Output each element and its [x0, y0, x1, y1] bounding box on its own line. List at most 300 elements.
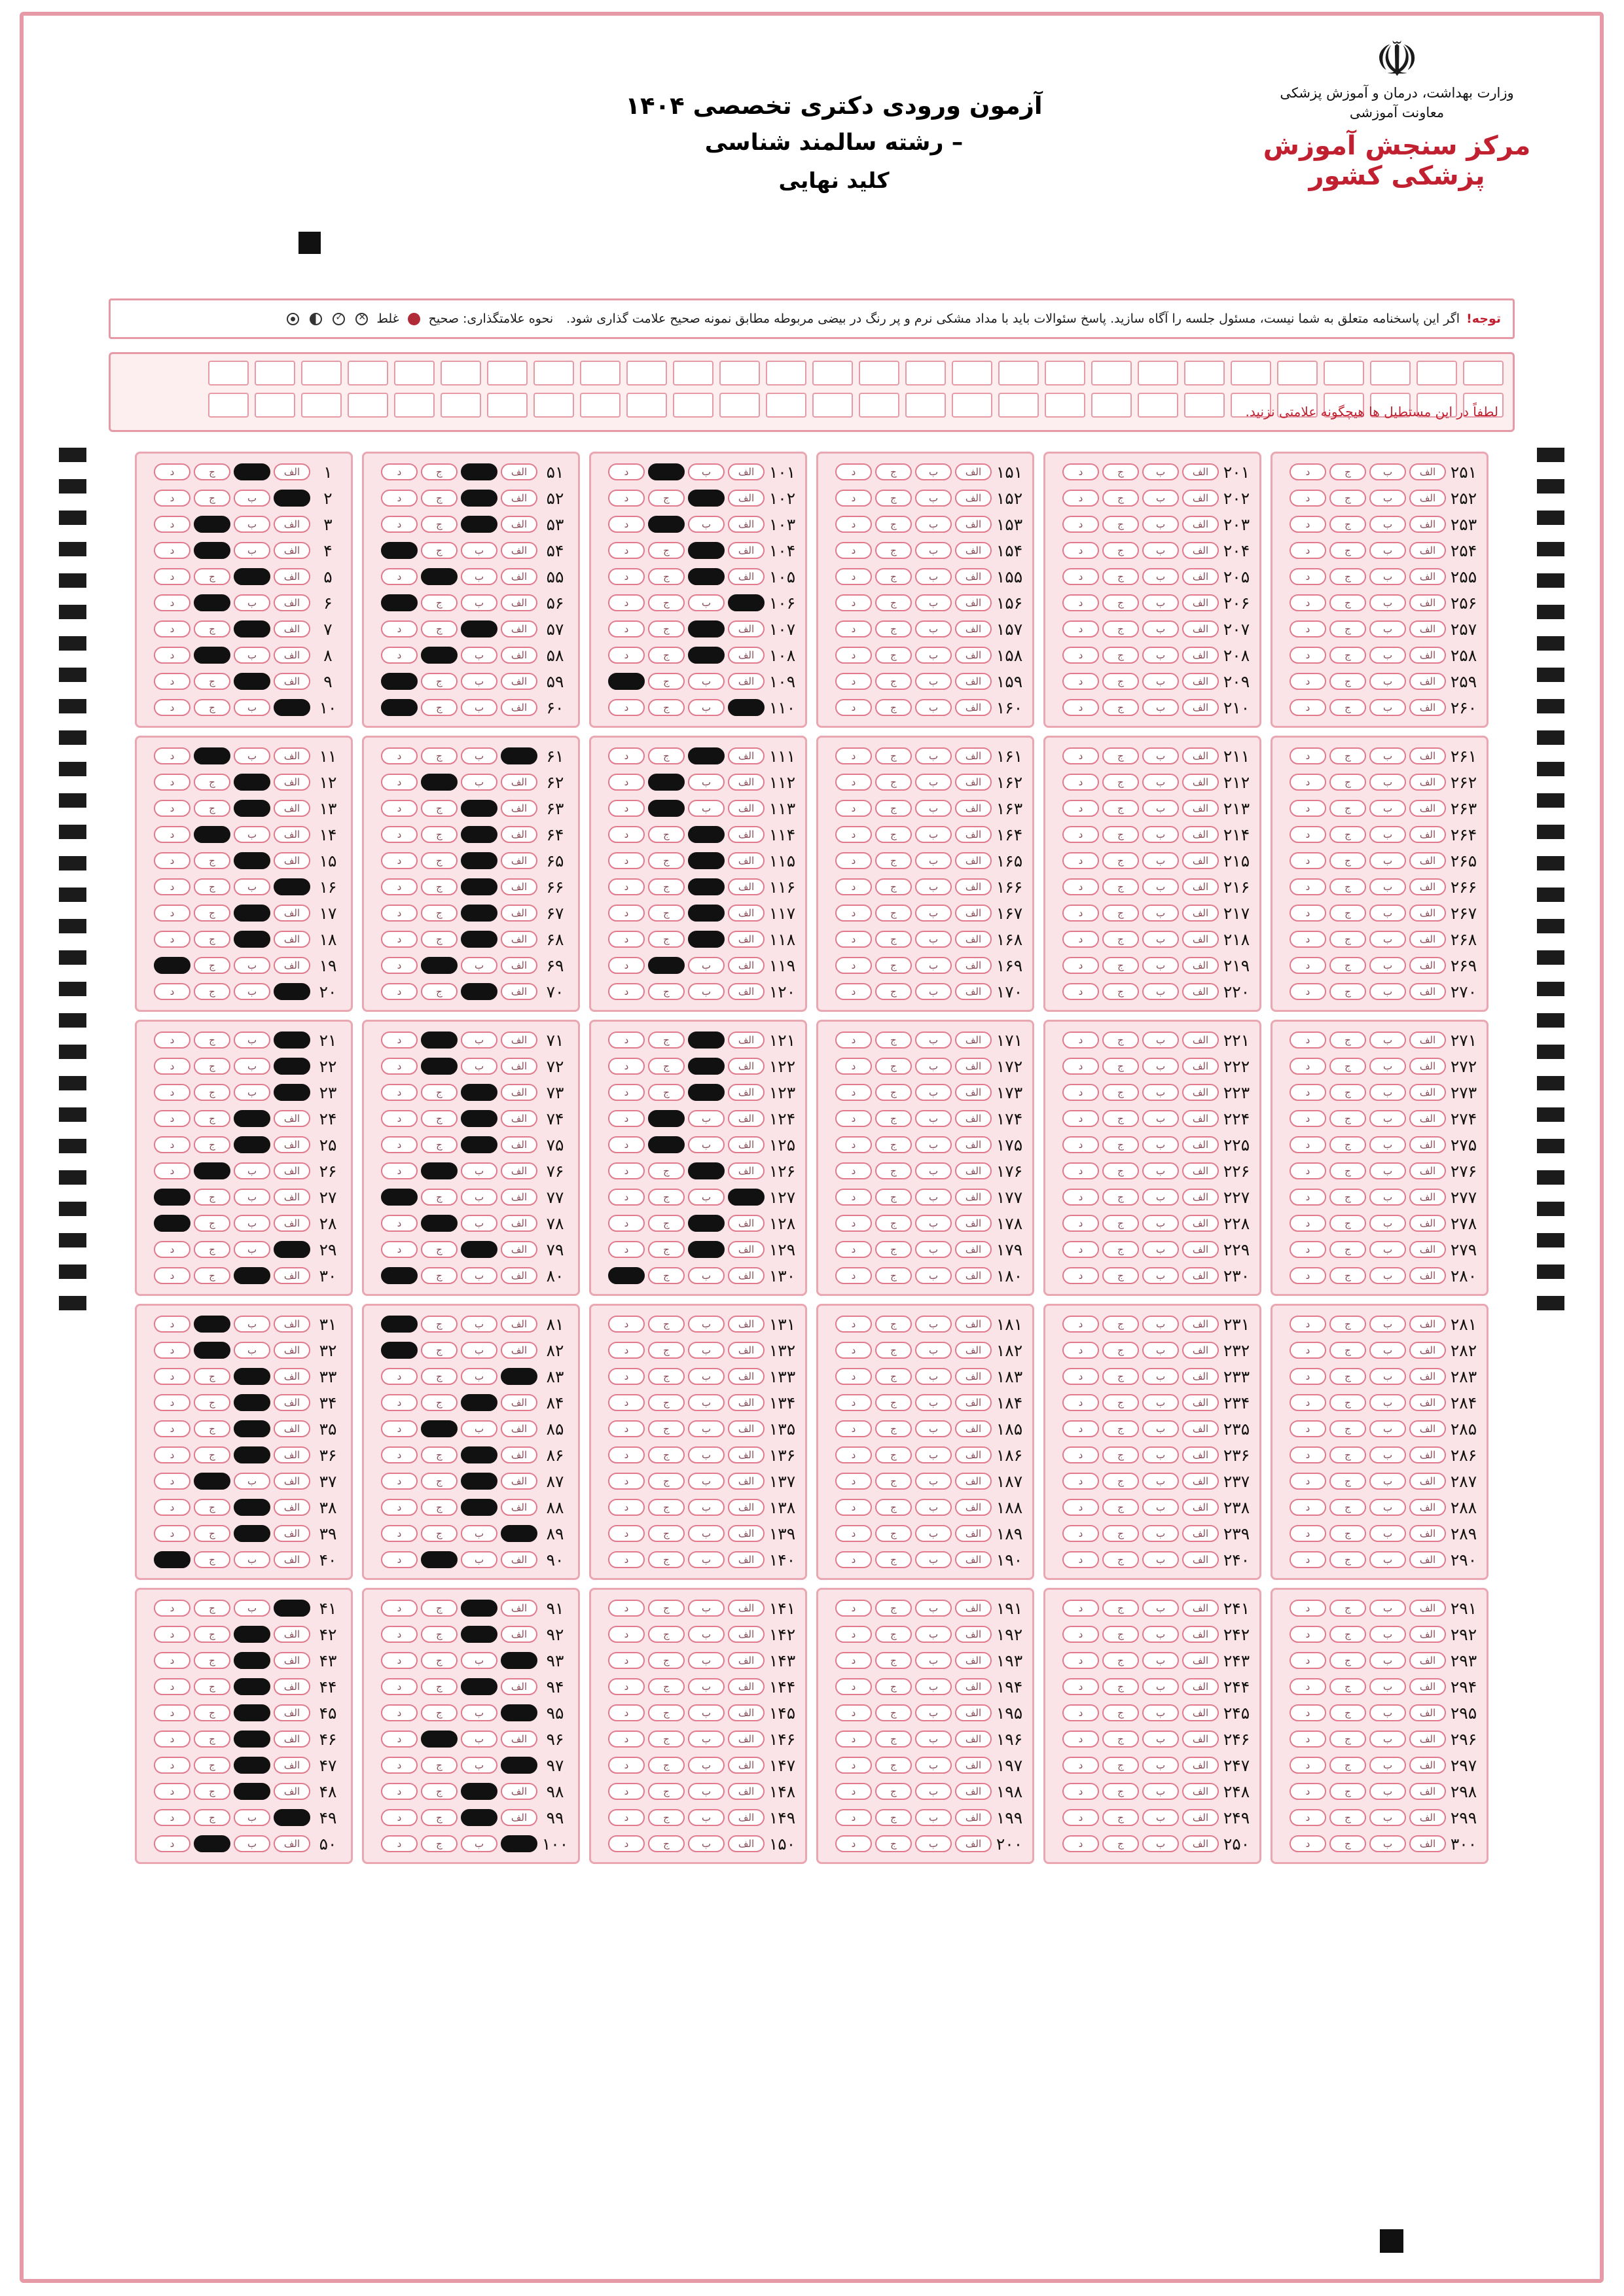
option-bubble-ب[interactable]: [461, 1162, 497, 1179]
option-bubble-الف[interactable]: [501, 1084, 537, 1101]
option-bubble-د[interactable]: [835, 463, 872, 480]
option-bubble-د[interactable]: [835, 1652, 872, 1669]
option-bubble-ج[interactable]: [875, 1368, 912, 1385]
option-bubble-ج[interactable]: [875, 1473, 912, 1490]
option-bubble-ب[interactable]: [1142, 1731, 1179, 1748]
option-bubble-ج[interactable]: [1102, 800, 1139, 817]
option-bubble-ج[interactable]: [421, 1031, 458, 1049]
option-bubble-ب[interactable]: [461, 673, 497, 690]
option-bubble-د[interactable]: [835, 852, 872, 869]
option-bubble-ج[interactable]: [875, 1835, 912, 1852]
option-bubble-ب[interactable]: [1369, 957, 1406, 974]
option-bubble-ب[interactable]: [461, 542, 497, 559]
option-bubble-ج[interactable]: [648, 1525, 685, 1542]
option-bubble-ج[interactable]: [1329, 516, 1366, 533]
option-bubble-ب[interactable]: [688, 826, 725, 843]
option-bubble-ب[interactable]: [1142, 1084, 1179, 1101]
option-bubble-ب[interactable]: [461, 490, 497, 507]
option-bubble-ج[interactable]: [1329, 1626, 1366, 1643]
option-bubble-د[interactable]: [835, 673, 872, 690]
option-bubble-د[interactable]: [1290, 568, 1326, 585]
option-bubble-الف[interactable]: [955, 1110, 992, 1127]
option-bubble-ج[interactable]: [875, 1267, 912, 1284]
option-bubble-ج[interactable]: [194, 1600, 230, 1617]
option-bubble-ب[interactable]: [915, 1600, 952, 1617]
option-bubble-ج[interactable]: [875, 463, 912, 480]
option-bubble-ج[interactable]: [875, 1446, 912, 1463]
option-bubble-ب[interactable]: [1369, 905, 1406, 922]
option-bubble-ج[interactable]: [875, 699, 912, 716]
option-bubble-ج[interactable]: [1102, 1215, 1139, 1232]
option-bubble-الف[interactable]: [955, 957, 992, 974]
option-bubble-ج[interactable]: [1102, 774, 1139, 791]
option-bubble-ب[interactable]: [915, 1473, 952, 1490]
option-bubble-ب[interactable]: [1142, 1783, 1179, 1800]
option-bubble-ب[interactable]: [1142, 826, 1179, 843]
option-bubble-د[interactable]: [1062, 1084, 1099, 1101]
option-bubble-ب[interactable]: [461, 931, 497, 948]
option-bubble-ج[interactable]: [1329, 1835, 1366, 1852]
option-bubble-ج[interactable]: [648, 1626, 685, 1643]
option-bubble-د[interactable]: [835, 905, 872, 922]
option-bubble-د[interactable]: [835, 878, 872, 895]
option-bubble-ب[interactable]: [461, 1267, 497, 1284]
option-bubble-ج[interactable]: [1329, 1136, 1366, 1153]
option-bubble-ج[interactable]: [1329, 594, 1366, 611]
option-bubble-ج[interactable]: [648, 542, 685, 559]
option-bubble-د[interactable]: [1290, 1704, 1326, 1721]
option-bubble-ج[interactable]: [1329, 1499, 1366, 1516]
option-bubble-ب[interactable]: [915, 673, 952, 690]
option-bubble-ب[interactable]: [688, 1809, 725, 1826]
option-bubble-ب[interactable]: [1142, 1499, 1179, 1516]
option-bubble-د[interactable]: [381, 1626, 418, 1643]
option-bubble-ج[interactable]: [648, 1809, 685, 1826]
option-bubble-ب[interactable]: [1142, 1446, 1179, 1463]
option-bubble-الف[interactable]: [955, 490, 992, 507]
option-bubble-الف[interactable]: [501, 1446, 537, 1463]
option-bubble-د[interactable]: [608, 1731, 645, 1748]
option-bubble-ب[interactable]: [1369, 1110, 1406, 1127]
option-bubble-د[interactable]: [1290, 1626, 1326, 1643]
option-bubble-د[interactable]: [381, 1600, 418, 1617]
option-bubble-الف[interactable]: [1182, 1525, 1219, 1542]
option-bubble-الف[interactable]: [274, 1446, 310, 1463]
option-bubble-ب[interactable]: [1369, 1525, 1406, 1542]
option-bubble-ب[interactable]: [461, 1757, 497, 1774]
option-bubble-الف[interactable]: [1409, 620, 1446, 637]
option-bubble-ب[interactable]: [1142, 542, 1179, 559]
option-bubble-ج[interactable]: [648, 1162, 685, 1179]
option-bubble-الف[interactable]: [728, 905, 765, 922]
option-bubble-الف[interactable]: [1182, 1626, 1219, 1643]
option-bubble-ج[interactable]: [1329, 1084, 1366, 1101]
option-bubble-د[interactable]: [154, 1704, 190, 1721]
option-bubble-ب[interactable]: [915, 647, 952, 664]
option-bubble-ج[interactable]: [875, 1316, 912, 1333]
option-bubble-ب[interactable]: [234, 1783, 270, 1800]
option-bubble-د[interactable]: [1290, 905, 1326, 922]
option-bubble-الف[interactable]: [1182, 463, 1219, 480]
option-bubble-ب[interactable]: [461, 774, 497, 791]
option-bubble-ج[interactable]: [648, 1084, 685, 1101]
option-bubble-الف[interactable]: [274, 620, 310, 637]
option-bubble-ج[interactable]: [875, 1058, 912, 1075]
option-bubble-ج[interactable]: [1102, 1241, 1139, 1258]
option-bubble-ج[interactable]: [1329, 747, 1366, 764]
option-bubble-الف[interactable]: [274, 957, 310, 974]
option-bubble-د[interactable]: [835, 594, 872, 611]
option-bubble-ج[interactable]: [1102, 1678, 1139, 1695]
option-bubble-الف[interactable]: [501, 905, 537, 922]
option-bubble-ج[interactable]: [421, 1316, 458, 1333]
option-bubble-ج[interactable]: [194, 542, 230, 559]
option-bubble-الف[interactable]: [1182, 1551, 1219, 1568]
option-bubble-ب[interactable]: [234, 1241, 270, 1258]
option-bubble-د[interactable]: [381, 699, 418, 716]
option-bubble-د[interactable]: [154, 931, 190, 948]
option-bubble-د[interactable]: [154, 905, 190, 922]
option-bubble-ب[interactable]: [688, 1110, 725, 1127]
option-bubble-د[interactable]: [1290, 1731, 1326, 1748]
option-bubble-ج[interactable]: [421, 1473, 458, 1490]
option-bubble-د[interactable]: [1290, 1835, 1326, 1852]
option-bubble-الف[interactable]: [1409, 647, 1446, 664]
option-bubble-ب[interactable]: [1369, 774, 1406, 791]
option-bubble-د[interactable]: [1062, 800, 1099, 817]
option-bubble-ب[interactable]: [1142, 1835, 1179, 1852]
option-bubble-الف[interactable]: [728, 1652, 765, 1669]
option-bubble-د[interactable]: [381, 747, 418, 764]
option-bubble-ب[interactable]: [688, 1136, 725, 1153]
option-bubble-د[interactable]: [1290, 1499, 1326, 1516]
option-bubble-ج[interactable]: [1102, 983, 1139, 1000]
option-bubble-د[interactable]: [1290, 1368, 1326, 1385]
option-bubble-الف[interactable]: [1409, 1241, 1446, 1258]
option-bubble-الف[interactable]: [274, 1241, 310, 1258]
option-bubble-د[interactable]: [1062, 774, 1099, 791]
option-bubble-ج[interactable]: [194, 747, 230, 764]
option-bubble-ج[interactable]: [1102, 490, 1139, 507]
option-bubble-الف[interactable]: [501, 747, 537, 764]
option-bubble-الف[interactable]: [955, 1525, 992, 1542]
option-bubble-ج[interactable]: [421, 1652, 458, 1669]
option-bubble-د[interactable]: [1062, 1809, 1099, 1826]
option-bubble-د[interactable]: [381, 1241, 418, 1258]
option-bubble-الف[interactable]: [274, 878, 310, 895]
option-bubble-ب[interactable]: [1142, 800, 1179, 817]
option-bubble-ج[interactable]: [194, 1110, 230, 1127]
option-bubble-ج[interactable]: [1329, 826, 1366, 843]
option-bubble-ب[interactable]: [1369, 463, 1406, 480]
option-bubble-د[interactable]: [1062, 1136, 1099, 1153]
option-bubble-د[interactable]: [154, 1652, 190, 1669]
option-bubble-د[interactable]: [381, 1394, 418, 1411]
option-bubble-ب[interactable]: [234, 1031, 270, 1049]
option-bubble-الف[interactable]: [728, 1809, 765, 1826]
option-bubble-ب[interactable]: [915, 1652, 952, 1669]
option-bubble-الف[interactable]: [955, 463, 992, 480]
option-bubble-الف[interactable]: [1182, 568, 1219, 585]
option-bubble-د[interactable]: [835, 568, 872, 585]
option-bubble-ب[interactable]: [688, 1525, 725, 1542]
option-bubble-د[interactable]: [835, 1600, 872, 1617]
option-bubble-ج[interactable]: [1329, 620, 1366, 637]
option-bubble-ب[interactable]: [1369, 1652, 1406, 1669]
option-bubble-د[interactable]: [1290, 1394, 1326, 1411]
option-bubble-الف[interactable]: [501, 1783, 537, 1800]
option-bubble-د[interactable]: [1062, 1551, 1099, 1568]
option-bubble-د[interactable]: [608, 490, 645, 507]
option-bubble-الف[interactable]: [274, 1704, 310, 1721]
option-bubble-الف[interactable]: [1409, 1189, 1446, 1206]
option-bubble-ب[interactable]: [915, 1551, 952, 1568]
option-bubble-ج[interactable]: [875, 774, 912, 791]
option-bubble-الف[interactable]: [728, 852, 765, 869]
option-bubble-د[interactable]: [1062, 1316, 1099, 1333]
option-bubble-د[interactable]: [1290, 594, 1326, 611]
option-bubble-الف[interactable]: [501, 1316, 537, 1333]
option-bubble-د[interactable]: [381, 1189, 418, 1206]
option-bubble-ب[interactable]: [234, 1446, 270, 1463]
option-bubble-الف[interactable]: [955, 800, 992, 817]
option-bubble-د[interactable]: [608, 1241, 645, 1258]
option-bubble-الف[interactable]: [728, 1757, 765, 1774]
option-bubble-ب[interactable]: [915, 983, 952, 1000]
option-bubble-ج[interactable]: [421, 1731, 458, 1748]
option-bubble-الف[interactable]: [501, 490, 537, 507]
option-bubble-ب[interactable]: [234, 699, 270, 716]
option-bubble-الف[interactable]: [1182, 1600, 1219, 1617]
option-bubble-ب[interactable]: [234, 878, 270, 895]
option-bubble-د[interactable]: [381, 957, 418, 974]
option-bubble-الف[interactable]: [501, 1704, 537, 1721]
option-bubble-ب[interactable]: [461, 594, 497, 611]
option-bubble-ج[interactable]: [194, 774, 230, 791]
option-bubble-د[interactable]: [1062, 1600, 1099, 1617]
option-bubble-د[interactable]: [835, 1473, 872, 1490]
option-bubble-د[interactable]: [1290, 1783, 1326, 1800]
option-bubble-ج[interactable]: [648, 1446, 685, 1463]
option-bubble-ب[interactable]: [1142, 1551, 1179, 1568]
option-bubble-د[interactable]: [1062, 1058, 1099, 1075]
option-bubble-ب[interactable]: [688, 620, 725, 637]
option-bubble-ب[interactable]: [234, 905, 270, 922]
option-bubble-ج[interactable]: [648, 1757, 685, 1774]
option-bubble-الف[interactable]: [501, 1420, 537, 1437]
option-bubble-ج[interactable]: [1102, 699, 1139, 716]
option-bubble-ج[interactable]: [648, 747, 685, 764]
option-bubble-ب[interactable]: [915, 1420, 952, 1437]
option-bubble-الف[interactable]: [728, 1420, 765, 1437]
option-bubble-ج[interactable]: [875, 1241, 912, 1258]
option-bubble-د[interactable]: [381, 542, 418, 559]
option-bubble-ب[interactable]: [915, 620, 952, 637]
option-bubble-د[interactable]: [835, 1316, 872, 1333]
option-bubble-ب[interactable]: [1142, 1525, 1179, 1542]
option-bubble-ب[interactable]: [1369, 516, 1406, 533]
option-bubble-ج[interactable]: [1102, 1783, 1139, 1800]
option-bubble-الف[interactable]: [274, 516, 310, 533]
option-bubble-ب[interactable]: [461, 1058, 497, 1075]
option-bubble-ب[interactable]: [915, 568, 952, 585]
option-bubble-د[interactable]: [381, 1368, 418, 1385]
option-bubble-ج[interactable]: [421, 1551, 458, 1568]
option-bubble-د[interactable]: [1290, 673, 1326, 690]
option-bubble-ج[interactable]: [1329, 878, 1366, 895]
option-bubble-الف[interactable]: [955, 1084, 992, 1101]
option-bubble-ج[interactable]: [648, 774, 685, 791]
option-bubble-ج[interactable]: [648, 647, 685, 664]
option-bubble-ب[interactable]: [1369, 490, 1406, 507]
option-bubble-د[interactable]: [1290, 878, 1326, 895]
option-bubble-ب[interactable]: [688, 800, 725, 817]
option-bubble-د[interactable]: [1290, 1551, 1326, 1568]
option-bubble-ب[interactable]: [234, 1600, 270, 1617]
option-bubble-ج[interactable]: [421, 747, 458, 764]
option-bubble-ب[interactable]: [234, 1110, 270, 1127]
option-bubble-ج[interactable]: [648, 800, 685, 817]
option-bubble-ب[interactable]: [688, 1600, 725, 1617]
option-bubble-ب[interactable]: [234, 1652, 270, 1669]
option-bubble-الف[interactable]: [1409, 1473, 1446, 1490]
option-bubble-ج[interactable]: [875, 1525, 912, 1542]
option-bubble-د[interactable]: [835, 1162, 872, 1179]
option-bubble-ج[interactable]: [648, 1215, 685, 1232]
option-bubble-د[interactable]: [154, 1110, 190, 1127]
option-bubble-د[interactable]: [154, 826, 190, 843]
option-bubble-الف[interactable]: [274, 1600, 310, 1617]
option-bubble-الف[interactable]: [1182, 1136, 1219, 1153]
option-bubble-د[interactable]: [1062, 852, 1099, 869]
option-bubble-د[interactable]: [154, 1757, 190, 1774]
option-bubble-الف[interactable]: [1182, 1342, 1219, 1359]
option-bubble-د[interactable]: [608, 1368, 645, 1385]
option-bubble-ج[interactable]: [1102, 463, 1139, 480]
option-bubble-ب[interactable]: [461, 1420, 497, 1437]
option-bubble-د[interactable]: [1290, 1525, 1326, 1542]
option-bubble-ب[interactable]: [1369, 542, 1406, 559]
option-bubble-ج[interactable]: [421, 800, 458, 817]
option-bubble-الف[interactable]: [955, 699, 992, 716]
option-bubble-د[interactable]: [835, 1420, 872, 1437]
option-bubble-ج[interactable]: [1329, 1525, 1366, 1542]
option-bubble-ج[interactable]: [648, 1731, 685, 1748]
option-bubble-الف[interactable]: [1409, 1551, 1446, 1568]
option-bubble-ج[interactable]: [194, 1136, 230, 1153]
option-bubble-الف[interactable]: [1409, 1136, 1446, 1153]
option-bubble-ب[interactable]: [1142, 852, 1179, 869]
option-bubble-الف[interactable]: [955, 1031, 992, 1049]
option-bubble-ج[interactable]: [194, 1525, 230, 1542]
option-bubble-الف[interactable]: [728, 1215, 765, 1232]
option-bubble-ج[interactable]: [648, 1058, 685, 1075]
option-bubble-ب[interactable]: [1369, 1446, 1406, 1463]
option-bubble-د[interactable]: [608, 826, 645, 843]
option-bubble-الف[interactable]: [728, 1136, 765, 1153]
option-bubble-الف[interactable]: [501, 1809, 537, 1826]
option-bubble-د[interactable]: [1290, 957, 1326, 974]
option-bubble-ب[interactable]: [461, 1652, 497, 1669]
option-bubble-ج[interactable]: [1329, 1600, 1366, 1617]
option-bubble-الف[interactable]: [274, 774, 310, 791]
option-bubble-ج[interactable]: [194, 1394, 230, 1411]
option-bubble-الف[interactable]: [501, 463, 537, 480]
option-bubble-ج[interactable]: [1102, 542, 1139, 559]
option-bubble-ج[interactable]: [875, 747, 912, 764]
option-bubble-ب[interactable]: [234, 983, 270, 1000]
option-bubble-د[interactable]: [1062, 1420, 1099, 1437]
option-bubble-د[interactable]: [1290, 1136, 1326, 1153]
option-bubble-ج[interactable]: [194, 1162, 230, 1179]
option-bubble-د[interactable]: [1062, 1783, 1099, 1800]
option-bubble-الف[interactable]: [955, 1058, 992, 1075]
option-bubble-الف[interactable]: [1182, 516, 1219, 533]
option-bubble-الف[interactable]: [1182, 1757, 1219, 1774]
option-bubble-ب[interactable]: [234, 1189, 270, 1206]
option-bubble-ب[interactable]: [1142, 1704, 1179, 1721]
option-bubble-د[interactable]: [381, 1342, 418, 1359]
option-bubble-د[interactable]: [835, 1110, 872, 1127]
option-bubble-ب[interactable]: [234, 1058, 270, 1075]
option-bubble-ب[interactable]: [915, 1316, 952, 1333]
option-bubble-د[interactable]: [381, 826, 418, 843]
option-bubble-ب[interactable]: [915, 1446, 952, 1463]
option-bubble-د[interactable]: [835, 1809, 872, 1826]
option-bubble-ب[interactable]: [688, 1446, 725, 1463]
option-bubble-ج[interactable]: [875, 594, 912, 611]
option-bubble-د[interactable]: [835, 1058, 872, 1075]
option-bubble-ب[interactable]: [1142, 1678, 1179, 1695]
option-bubble-ج[interactable]: [648, 1267, 685, 1284]
option-bubble-د[interactable]: [1062, 1446, 1099, 1463]
option-bubble-ج[interactable]: [194, 1316, 230, 1333]
option-bubble-ج[interactable]: [875, 931, 912, 948]
option-bubble-ج[interactable]: [1102, 1835, 1139, 1852]
option-bubble-د[interactable]: [154, 774, 190, 791]
option-bubble-ج[interactable]: [421, 1446, 458, 1463]
option-bubble-ج[interactable]: [1102, 594, 1139, 611]
option-bubble-الف[interactable]: [1409, 1499, 1446, 1516]
option-bubble-الف[interactable]: [1409, 931, 1446, 948]
option-bubble-الف[interactable]: [1409, 1652, 1446, 1669]
option-bubble-ب[interactable]: [915, 1626, 952, 1643]
option-bubble-د[interactable]: [608, 568, 645, 585]
option-bubble-الف[interactable]: [274, 568, 310, 585]
option-bubble-الف[interactable]: [955, 1420, 992, 1437]
option-bubble-ج[interactable]: [194, 490, 230, 507]
option-bubble-ج[interactable]: [194, 1551, 230, 1568]
option-bubble-الف[interactable]: [501, 1551, 537, 1568]
option-bubble-د[interactable]: [1062, 699, 1099, 716]
option-bubble-الف[interactable]: [955, 620, 992, 637]
option-bubble-ج[interactable]: [648, 1110, 685, 1127]
option-bubble-د[interactable]: [608, 1835, 645, 1852]
option-bubble-الف[interactable]: [728, 647, 765, 664]
option-bubble-د[interactable]: [154, 852, 190, 869]
option-bubble-د[interactable]: [1062, 1241, 1099, 1258]
option-bubble-ج[interactable]: [648, 1316, 685, 1333]
option-bubble-الف[interactable]: [728, 1678, 765, 1695]
option-bubble-الف[interactable]: [955, 1809, 992, 1826]
option-bubble-ج[interactable]: [1102, 1110, 1139, 1127]
option-bubble-ج[interactable]: [1102, 647, 1139, 664]
option-bubble-د[interactable]: [608, 1215, 645, 1232]
option-bubble-ب[interactable]: [915, 878, 952, 895]
option-bubble-الف[interactable]: [274, 1031, 310, 1049]
option-bubble-الف[interactable]: [1182, 800, 1219, 817]
option-bubble-ب[interactable]: [1369, 747, 1406, 764]
